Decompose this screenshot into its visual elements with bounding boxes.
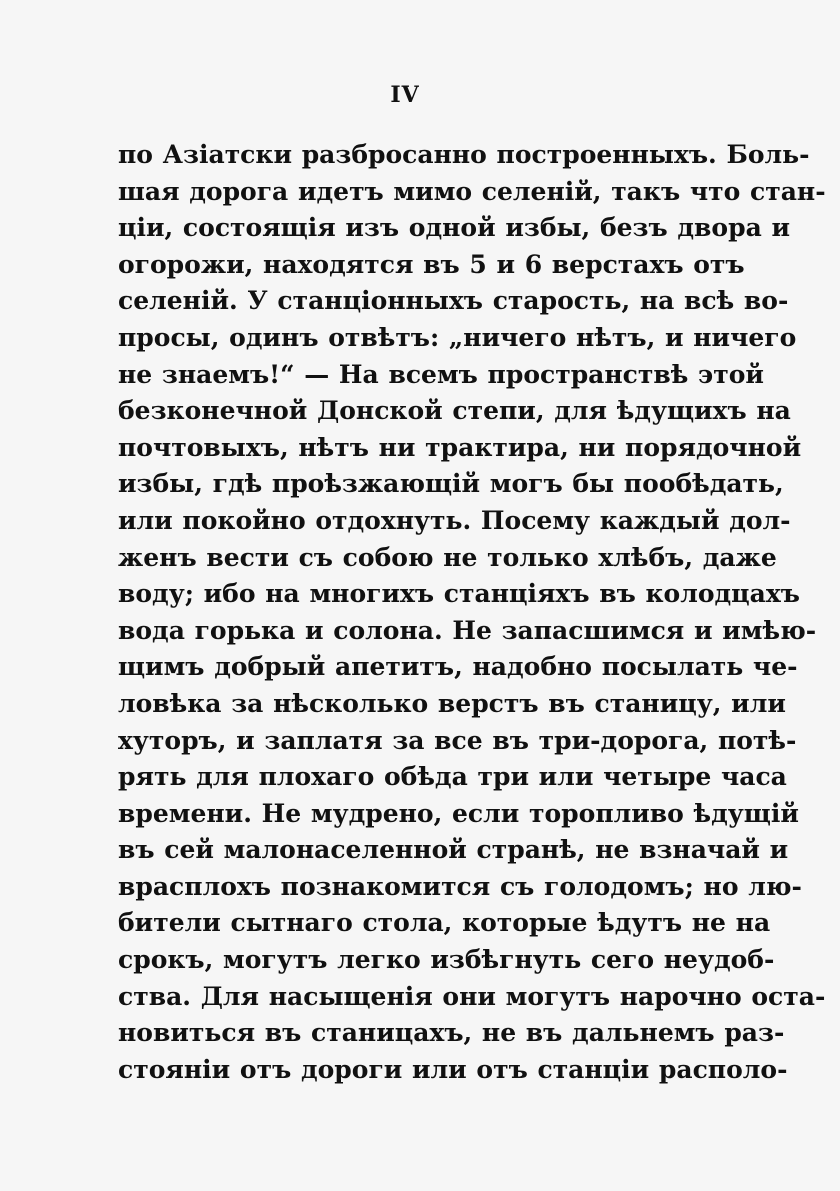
text-line: почтовыхъ, нѣтъ ни трактира, ни порядочной (118, 432, 802, 462)
text-line: хуторъ, и заплатя за все въ три-дорога, потѣ- (118, 725, 797, 755)
page-number: IV (390, 82, 420, 108)
text-line: врасплохъ познакомится съ голодомъ; но лю- (118, 871, 802, 901)
text-line: ства. Для насыщенія они могутъ нарочно оста- (118, 981, 826, 1011)
text-line: воду; ибо на многихъ станціяхъ въ колодцахъ (118, 579, 800, 609)
text-line: времени. Не мудрено, если торопливо ѣдущій (118, 798, 799, 828)
text-line: въ сей малонаселенной странѣ, не взначай и (118, 835, 789, 865)
text-line: или покойно отдохнуть. Посему каждый дол- (118, 505, 791, 535)
text-line: рять для плохаго обѣда три или четыре часа (118, 762, 787, 792)
text-line: щимъ добрый апетитъ, надобно посылать че- (118, 652, 798, 682)
text-line: селеній. У станціонныхъ старость, на всѣ во- (118, 286, 789, 316)
body-text (118, 137, 826, 1088)
text-line: просы, одинъ отвѣтъ: „ничего нѣтъ, и ничего (118, 322, 797, 352)
text-line: огорожи, находятся въ 5 и 6 верстахъ отъ (118, 249, 745, 279)
text-line: бители сытнаго стола, которые ѣдутъ не на (118, 908, 771, 938)
text-line: срокъ, могутъ легко избѣгнуть сего неудоб- (118, 945, 775, 975)
text-line: стояніи отъ дороги или отъ станціи располо- (118, 1054, 788, 1084)
text-line: по Азіатски разбросанно построенныхъ. Боль- (118, 140, 810, 169)
text-line: избы, гдѣ проѣзжающій могъ бы пообѣдать, (118, 469, 784, 499)
text-line: не знаемъ!“ — На всемъ пространствѣ этой (118, 359, 764, 389)
text-line: женъ вести съ собою не только хлѣбъ, даже (118, 542, 777, 572)
text-line: шая дорога идетъ мимо селеній, такъ что стан- (118, 176, 826, 206)
text-line: новиться въ станицахъ, не въ дальнемъ раз- (118, 1018, 785, 1048)
text-line: безконечной Донской степи, для ѣдущихъ на (118, 396, 791, 426)
text-line: ціи, состоящія изъ одной избы, безъ двора и (118, 213, 791, 243)
text-line: вода горька и солона. Не запасшимся и имѣю- (118, 615, 817, 645)
text-line: ловѣка за нѣсколько верстъ въ станицу, или (118, 688, 786, 718)
